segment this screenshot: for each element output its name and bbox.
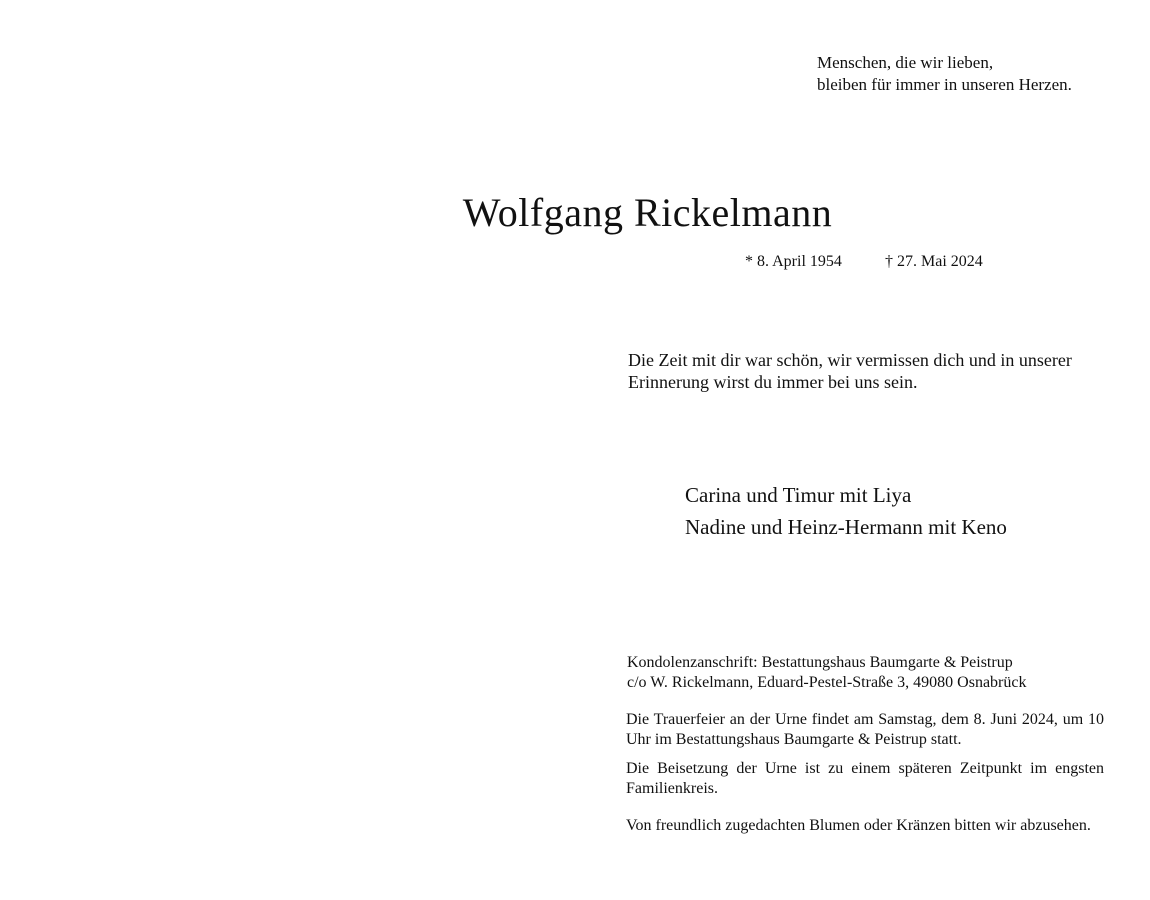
condolence-line-2: c/o W. Rickelmann, Eduard-Pestel-Straße 3, 49080 Osnabrück [627,674,1027,691]
motto-quote [817,52,1072,96]
funeral-notices [626,710,1104,845]
flowers-notice: Von freundlich zugedachten Blumen oder Kränzen bitten wir abzusehen. [626,817,1091,834]
family-member-line: Nadine und Heinz-Hermann mit Keno [685,515,1007,539]
burial-notice: Die Beisetzung der Urne ist zu einem späteren Zeitpunkt im engsten Familienkreis. [626,760,1104,797]
deceased-name-block [0,188,1150,238]
birth-date: * 8. April 1954 [745,253,842,270]
condolence-line-1: Kondolenzanschrift: Bestattungshaus Baumgarte & Peistrup [627,654,1013,671]
condolence-address [627,653,1026,693]
motto-line-2: bleiben für immer in unseren Herzen. [817,75,1072,94]
ceremony-notice: Die Trauerfeier an der Urne findet am Samstag, dem 8. Juni 2024, um 10 Uhr im Bestattungshaus Baumgarte & Peistrup statt. [626,711,1104,748]
family-list [685,479,1007,543]
deceased-name: Wolfgang Rickelmann [462,190,833,235]
family-member-line: Carina und Timur mit Liya [685,483,912,507]
motto-line-1: Menschen, die wir lieben, [817,53,994,72]
death-date: † 27. Mai 2024 [885,253,983,270]
memory-text: Die Zeit mit dir war schön, wir vermissen dich und in unserer Erinnerung wirst du immer bei uns sein. [628,350,1072,392]
